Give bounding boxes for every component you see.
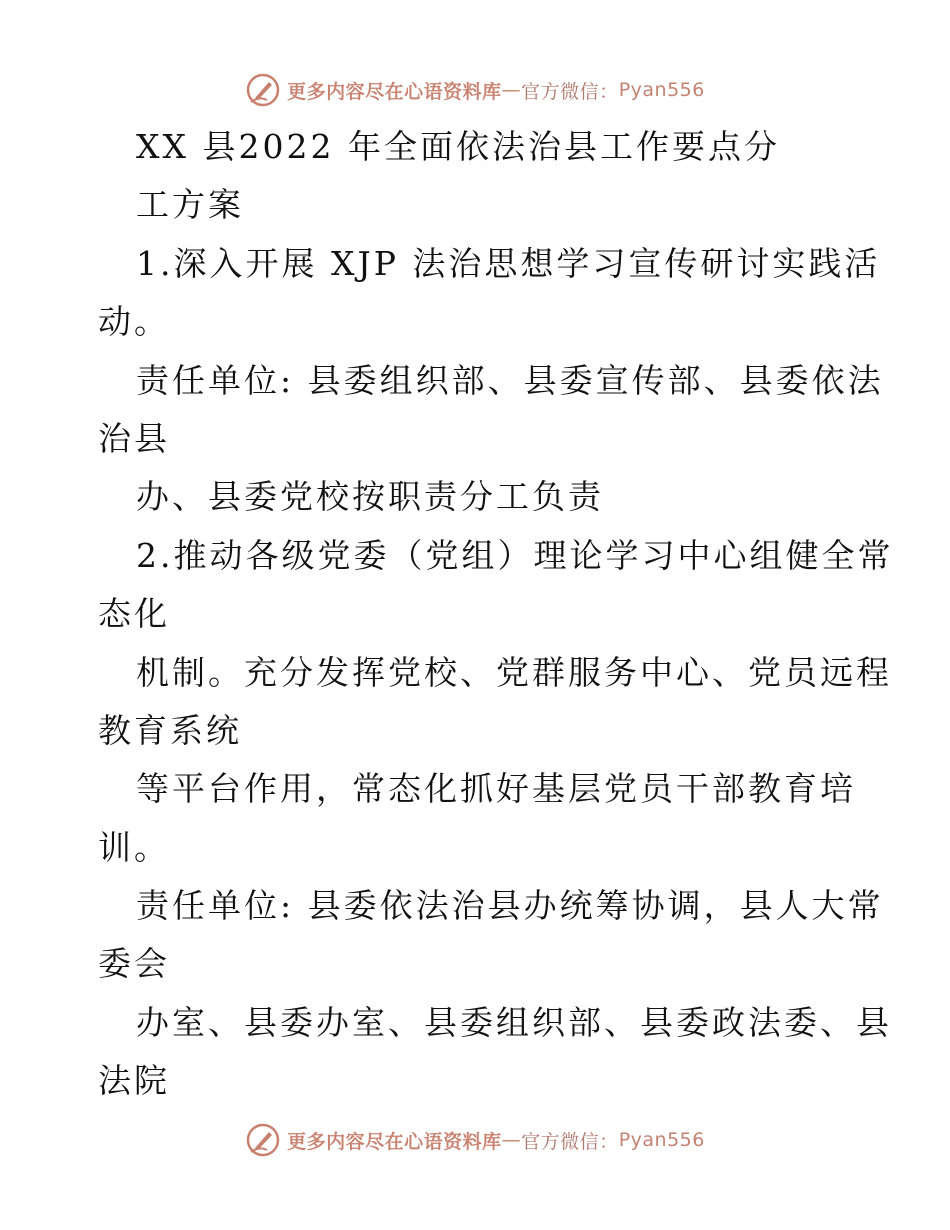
doc-line-5: 责任单位: 县委组织部、县委宣传部、县委依法 (136, 360, 884, 400)
doc-line-13: 训。 (98, 827, 170, 867)
doc-line-11: 教育系统 (98, 710, 242, 750)
doc-line-8: 2.推动各级党委（党组）理论学习中心组健全常 (136, 535, 894, 575)
watermark-wechat-id: Pyan556 (618, 79, 705, 101)
doc-line-1: XX 县2022 年全面依法治县工作要点分 (136, 127, 780, 166)
header-watermark (0, 70, 950, 110)
watermark-sub-text: 官方微信： (521, 1130, 619, 1153)
doc-line-16: 办室、县委办室、县委组织部、县委政法委、县 (136, 1002, 892, 1042)
doc-line-14: 责任单位: 县委依法治县办统筹协调，县人大常 (136, 886, 884, 926)
watermark-main-text: 更多内容尽在心语资料库 (287, 80, 502, 103)
document-body (98, 118, 894, 1111)
doc-line-10: 机制。充分发挥党校、党群服务中心、党员远程 (136, 652, 892, 692)
pen-nib-circle-icon (245, 72, 281, 108)
doc-line-6: 治县 (98, 418, 170, 458)
doc-line-15: 委会 (98, 944, 170, 984)
doc-line-9: 态化 (98, 594, 170, 634)
pen-nib-circle-icon (245, 1122, 281, 1158)
doc-line-7: 办、县委党校按职责分工负责 (136, 477, 604, 517)
watermark-separator: — (501, 1129, 522, 1151)
footer-watermark (0, 1120, 950, 1160)
watermark-wechat-id: Pyan556 (618, 1129, 705, 1151)
doc-line-4: 动。 (98, 302, 170, 342)
doc-line-3: 1.深入开展 XJP 法治思想学习宣传研讨实践活 (136, 243, 881, 283)
watermark-separator: — (501, 79, 522, 101)
doc-line-2: 工方案 (136, 185, 244, 225)
watermark-main-text: 更多内容尽在心语资料库 (287, 1130, 502, 1153)
doc-line-17: 法院 (98, 1061, 170, 1101)
watermark-sub-text: 官方微信： (521, 80, 619, 103)
doc-line-12: 等平台作用，常态化抓好基层党员干部教育培 (136, 769, 856, 809)
